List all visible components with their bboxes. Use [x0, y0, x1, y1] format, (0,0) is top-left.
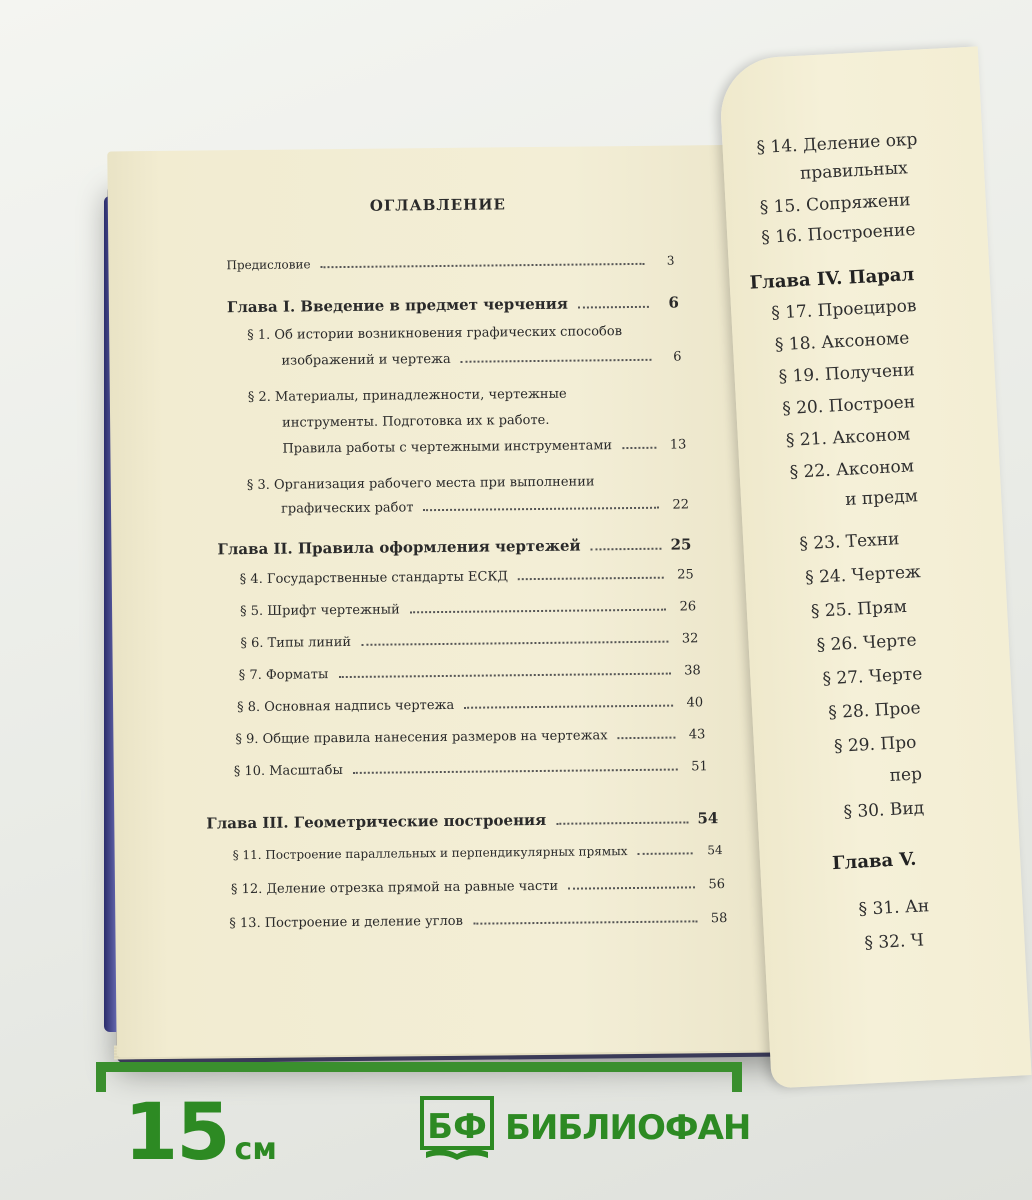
- toc-section-row: [233, 843, 723, 863]
- scale-bar-tick-right: [732, 1062, 742, 1092]
- dot-leader: [410, 609, 666, 614]
- toc-section-row: [282, 437, 686, 456]
- toc-page-number: 43: [688, 727, 706, 743]
- dot-leader: [578, 306, 649, 309]
- right-page-line: § 25. Прям: [810, 596, 908, 622]
- right-page-line: пер: [889, 764, 923, 786]
- toc-section-line: § 3. Организация рабочего места при выполнении: [246, 474, 595, 494]
- toc-section-label: Правила работы с чертежными инструментами: [282, 438, 613, 457]
- toc-section-row: [240, 567, 694, 587]
- toc-section-row: [239, 663, 701, 683]
- scale-bar: [96, 1062, 742, 1072]
- dot-leader: [464, 705, 673, 709]
- right-page-line: § 16. Построение: [760, 219, 916, 248]
- right-page-line: § 23. Техни: [798, 529, 900, 555]
- right-page-chapter: Глава V.: [831, 848, 917, 875]
- toc-section-row: [240, 631, 698, 651]
- dot-leader: [618, 737, 676, 740]
- toc-page-number: 3: [666, 253, 675, 268]
- dot-leader: [518, 577, 664, 581]
- toc-section-label: § 7. Форматы: [238, 667, 329, 684]
- right-page-line: § 26. Черте: [816, 630, 918, 656]
- brand-name: БИБЛИОФАН: [505, 1108, 751, 1148]
- toc-section-line: § 1. Об истории возникновения графических способов: [247, 324, 623, 344]
- table-of-contents: [107, 145, 776, 1058]
- right-page-line: правильных: [799, 158, 909, 184]
- dot-leader: [568, 886, 695, 889]
- right-page-line: § 30. Вид: [843, 798, 925, 823]
- toc-chapter-row: [217, 535, 691, 558]
- toc-chapter-row: [206, 809, 718, 832]
- toc-section-label: изображений и чертежа: [281, 351, 451, 369]
- toc-page-number: 6: [668, 293, 679, 312]
- right-page-line: § 18. Аксономе: [774, 328, 910, 356]
- dot-leader: [638, 852, 693, 855]
- right-page-line: § 32. Ч: [863, 930, 925, 954]
- toc-preface-label: Предисловие: [226, 257, 311, 273]
- toc-section-label: § 4. Государственные стандарты ЕСКД: [239, 569, 509, 588]
- toc-section-label: графических работ: [280, 500, 414, 517]
- right-page-line: § 24. Чертеж: [804, 562, 922, 589]
- toc-chapter-label: Глава II. Правила оформления чертежей: [217, 536, 581, 559]
- scale-label: [124, 1088, 277, 1178]
- toc-page-number: 56: [708, 877, 726, 893]
- toc-section-row: [281, 497, 689, 516]
- toc-section-label: § 8. Основная надпись чертежа: [237, 697, 455, 716]
- right-page: [718, 46, 1032, 1088]
- dot-leader: [424, 507, 660, 511]
- toc-section-label: § 11. Построение параллельных и перпендикулярных прямых: [232, 844, 628, 863]
- right-page-line: § 17. Проециров: [770, 295, 917, 324]
- toc-section-label: § 12. Деление отрезка прямой на равные части: [230, 878, 559, 898]
- toc-page-number: 51: [691, 759, 708, 775]
- dot-leader: [591, 548, 662, 551]
- toc-section-label: § 6. Типы линий: [240, 634, 352, 652]
- right-page-chapter: Глава IV. Парал: [749, 264, 915, 294]
- toc-chapter-row: [227, 294, 679, 317]
- toc-page-number: 40: [686, 695, 704, 711]
- bibliofan-logo-icon: [420, 1096, 494, 1162]
- toc-page-number: 26: [679, 599, 697, 615]
- logo-letters: БФ: [427, 1107, 487, 1147]
- toc-title: ОГЛАВЛЕНИЕ: [369, 195, 506, 215]
- scale-unit: см: [234, 1132, 277, 1167]
- dot-leader: [338, 673, 670, 678]
- toc-page-number: 38: [684, 663, 701, 679]
- toc-page-number: 6: [673, 349, 682, 365]
- toc-section-row: [281, 349, 681, 368]
- toc-page-number: 22: [672, 497, 690, 513]
- scale-value: 15: [124, 1088, 229, 1178]
- toc-section-row: [237, 695, 703, 715]
- right-page-line: § 21. Аксоном: [785, 424, 911, 451]
- toc-page-number: 25: [677, 567, 694, 583]
- right-page-line: § 20. Построен: [781, 392, 916, 420]
- toc-preface-row: [226, 254, 674, 274]
- toc-page-number: 32: [681, 631, 699, 647]
- toc-chapter-label: Глава I. Введение в предмет черчения: [226, 294, 568, 317]
- toc-section-line: инструменты. Подготовка их к работе.: [282, 412, 550, 431]
- toc-page-number: 25: [670, 535, 692, 554]
- dot-leader: [461, 359, 652, 363]
- toc-section-label: § 9. Общие правила нанесения размеров на чертежах: [235, 728, 608, 748]
- right-page-line: § 22. Аксоном: [789, 456, 915, 483]
- right-page-line: § 29. Про: [833, 732, 917, 757]
- dot-leader: [473, 920, 697, 924]
- toc-section-label: § 13. Построение и деление углов: [229, 913, 463, 932]
- scale-bar-tick-left: [96, 1062, 106, 1092]
- right-page-line: и предм: [844, 486, 919, 510]
- toc-chapter-label: Глава III. Геометрические построения: [206, 810, 547, 833]
- toc-section-line: § 2. Материалы, принадлежности, чертежные: [247, 386, 567, 406]
- toc-section-row: [240, 599, 696, 619]
- toc-section-label: § 10. Масштабы: [233, 763, 343, 780]
- right-page-line: § 28. Прое: [827, 698, 922, 724]
- right-page-line: § 31. Ан: [858, 896, 930, 920]
- toc-section-row: [229, 911, 727, 931]
- toc-page-number: 54: [697, 809, 719, 828]
- dot-leader: [353, 769, 678, 774]
- right-page-line: § 27. Черте: [822, 664, 923, 690]
- right-page-line: § 19. Получени: [778, 360, 916, 388]
- left-page: [107, 145, 776, 1058]
- dot-leader: [321, 263, 645, 268]
- dot-leader: [622, 447, 656, 449]
- toc-page-number: 58: [710, 911, 728, 927]
- dot-leader: [556, 821, 688, 824]
- toc-section-row: [231, 877, 725, 897]
- right-page-line: § 14. Деление окр: [756, 129, 918, 159]
- toc-section-label: § 5. Шрифт чертежный: [240, 602, 400, 620]
- toc-section-row: [234, 759, 708, 779]
- dot-leader: [361, 641, 668, 646]
- toc-page-number: 13: [669, 437, 687, 453]
- toc-section-row: [235, 727, 705, 747]
- right-page-line: § 15. Сопряжени: [759, 190, 912, 219]
- toc-page-number: 54: [707, 843, 723, 858]
